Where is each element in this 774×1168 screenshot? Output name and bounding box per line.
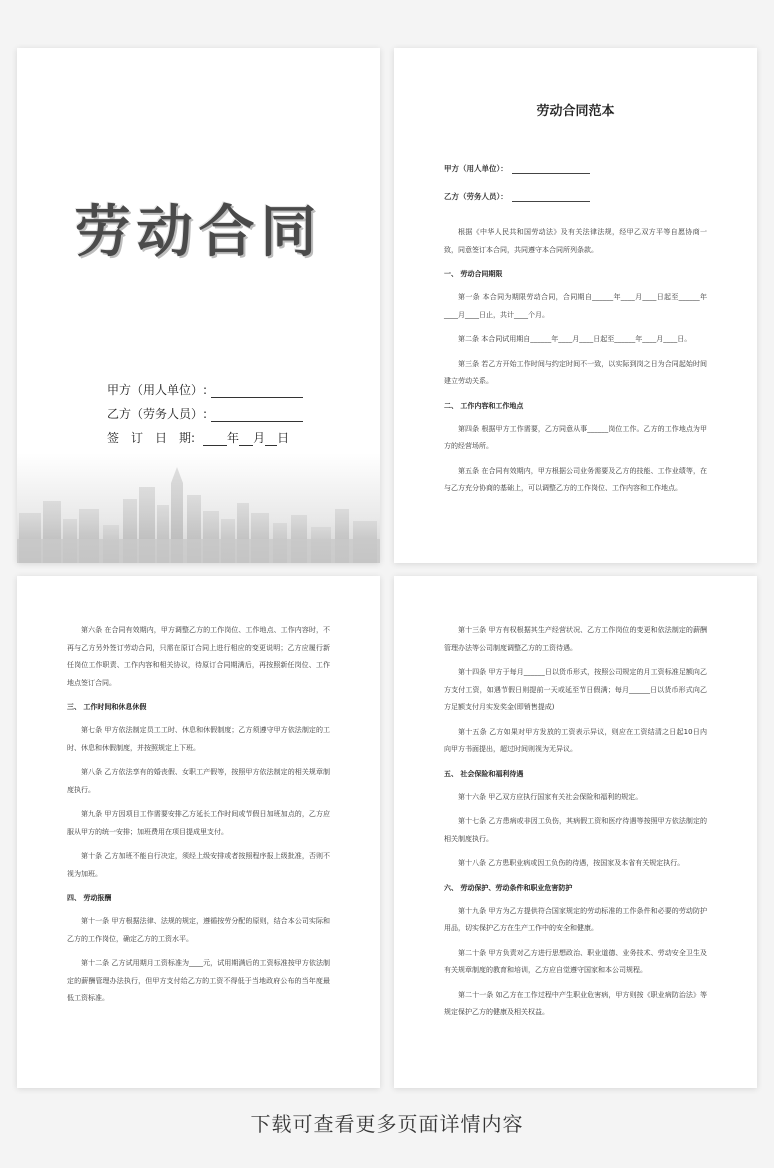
clause-paragraph: 第二条 本合同试用期自______年____月____日起至______年____月____日。 — [458, 335, 692, 343]
cover-year-label: 年 — [227, 431, 240, 445]
clause-paragraph: 第十六条 甲乙双方应执行国家有关社会保险和福利的规定。 — [458, 792, 643, 801]
section-heading: 六、 劳动保护、劳动条件和职业危害防护 — [444, 883, 573, 892]
party-b-blank — [512, 193, 590, 202]
cover-fields — [107, 374, 303, 446]
section-heading: 三、 工作时间和休息休假 — [67, 703, 147, 711]
clause-paragraph: 第十七条 乙方患病或非因工负伤，其病假工资和医疗待遇等按照甲方依法制定的相关制度执行。 — [444, 817, 707, 843]
clause-paragraph: 第九条 甲方因项目工作需要安排乙方延长工作时间或节假日加班加点的，乙方应服从甲方的统一安排；加班费用在项目提成里支付。 — [67, 810, 330, 836]
cover-month-label: 月 — [253, 431, 266, 445]
cover-party-a-blank — [211, 383, 303, 398]
cover-party-a-label: 甲方（用人单位）: — [107, 383, 208, 397]
cover-sign-date-row — [107, 422, 303, 446]
clause-paragraph: 第二十一条 如乙方在工作过程中产生职业危害病，甲方则按《职业病防治法》等规定保护乙方的健康及相关权益。 — [444, 990, 707, 1016]
section-heading: 五、 社会保险和福利待遇 — [444, 769, 524, 778]
cover-month-blank — [239, 432, 253, 446]
clause-paragraph: 根据《中华人民共和国劳动法》及有关法律法规，经甲乙双方平等自愿协商一致，同意签订本合同，共同遵守本合同所列条款。 — [444, 228, 707, 254]
cover-party-a-row — [107, 374, 303, 398]
clause-paragraph: 第四条 根据甲方工作需要，乙方同意从事______岗位工作。乙方的工作地点为甲方的经营场所。 — [444, 424, 707, 450]
cover-party-b-row — [107, 398, 303, 422]
cover-title: 劳动合同 — [74, 200, 323, 265]
party-a-label: 甲方（用人单位）： — [444, 164, 508, 173]
party-a-blank — [512, 165, 590, 174]
contract-page-2 — [394, 48, 757, 563]
page-4-body — [444, 622, 707, 1022]
section-heading: 一、 劳动合同期限 — [444, 270, 503, 278]
clause-paragraph: 第七条 甲方依法制定员工工时、休息和休假制度；乙方须遵守甲方依法制定的工时、休息和休假制度，并按照规定上下班。 — [67, 726, 330, 752]
cover-sign-label: 签 订 日 期: — [107, 431, 196, 445]
clause-paragraph: 第三条 若乙方开始工作时间与约定时间不一致，以实际到岗之日为合同起始时间建立劳动关系。 — [444, 359, 707, 385]
clause-paragraph: 第八条 乙方依法享有的婚丧假、女职工产假等，按照甲方依法制定的相关规章制度执行。 — [67, 768, 330, 794]
party-a-row — [444, 163, 707, 174]
page-3-body — [67, 622, 330, 1008]
clause-paragraph: 第十八条 乙方患职业病或因工负伤的待遇，按国家及本省有关规定执行。 — [458, 859, 685, 867]
clause-paragraph: 第十九条 甲方为乙方提供符合国家规定的劳动标准的工作条件和必要的劳动防护用品，切实保护乙方在生产工作中的安全和健康。 — [444, 906, 707, 932]
cover-party-b-label: 乙方（劳务人员）: — [107, 407, 208, 421]
contract-page-4 — [394, 576, 757, 1088]
page-2-body — [444, 224, 707, 498]
clause-paragraph: 第十一条 甲方根据法律、法规的规定，遵循按劳分配的原则，结合本公司实际和乙方的工作岗位，确定乙方的工资水平。 — [67, 917, 330, 943]
clause-paragraph: 第二十条 甲方负责对乙方进行思想政治、职业道德、业务技术、劳动安全卫生及有关规章制度的教育和培训，乙方应自觉遵守国家和本公司规程。 — [444, 948, 707, 974]
clause-paragraph: 第一条 本合同为期限劳动合同，合同期自______年____月____日起至______年____月____日止，共计____个月。 — [444, 293, 707, 319]
cover-page — [17, 48, 380, 563]
clause-paragraph: 第十二条 乙方试用期月工资标准为____元，试用期满后的工资标准按甲方依法制定的薪酬管理办法执行，但甲方支付给乙方的工资不得低于当地政府公布的当年度最低工资标准。 — [67, 959, 330, 1002]
cover-day-blank — [265, 432, 277, 446]
footer-caption: 下载可查看更多页面详情内容 — [250, 1112, 524, 1136]
city-skyline-image — [17, 453, 380, 563]
clause-paragraph: 第十条 乙方加班不能自行决定，须经上级安排或者按照程序报上级批准，否则不视为加班。 — [67, 852, 330, 878]
section-heading: 四、 劳动报酬 — [67, 894, 112, 902]
section-heading: 二、 工作内容和工作地点 — [444, 401, 524, 410]
clause-paragraph: 第十四条 甲方于每月______日以货币形式，按照公司规定的月工资标准足额向乙方支付工资，如遇节假日则提前一天或延至节日假满；每月______日以货币形式向乙方足额支付月实发奖金(即销售提成) — [444, 668, 707, 711]
cover-day-label: 日 — [277, 431, 290, 445]
clause-paragraph: 第五条 在合同有效期内，甲方根据公司业务需要及乙方的技能、工作业绩等，在与乙方充分协商的基础上，可以调整乙方的工作岗位、工作内容和工作地点。 — [444, 466, 707, 492]
cover-party-b-blank — [211, 407, 303, 422]
contract-title: 劳动合同范本 — [536, 104, 615, 119]
party-b-label: 乙方（劳务人员）： — [444, 192, 508, 201]
contract-page-3 — [17, 576, 380, 1088]
clause-paragraph: 第十五条 乙方如果对甲方发放的工资表示异议，则应在工资结清之日起10日内向甲方书面提出，超过时间则视为无异议。 — [444, 727, 707, 753]
cover-year-blank — [203, 432, 227, 446]
party-b-row — [444, 191, 707, 202]
clause-paragraph: 第六条 在合同有效期内，甲方调整乙方的工作岗位、工作地点、工作内容时，不再与乙方另外签订劳动合同，只需在原订合同上进行相应的变更说明；乙方应履行新任岗位工作职责、工作内容和相关协议，待原订合同期满后，再按照新任岗位、工作地点签订合同。 — [67, 626, 330, 687]
clause-paragraph: 第十三条 甲方有权根据其生产经营状况、乙方工作岗位的变更和依法制定的薪酬管理办法等公司制度调整乙方的工资待遇。 — [444, 626, 707, 652]
